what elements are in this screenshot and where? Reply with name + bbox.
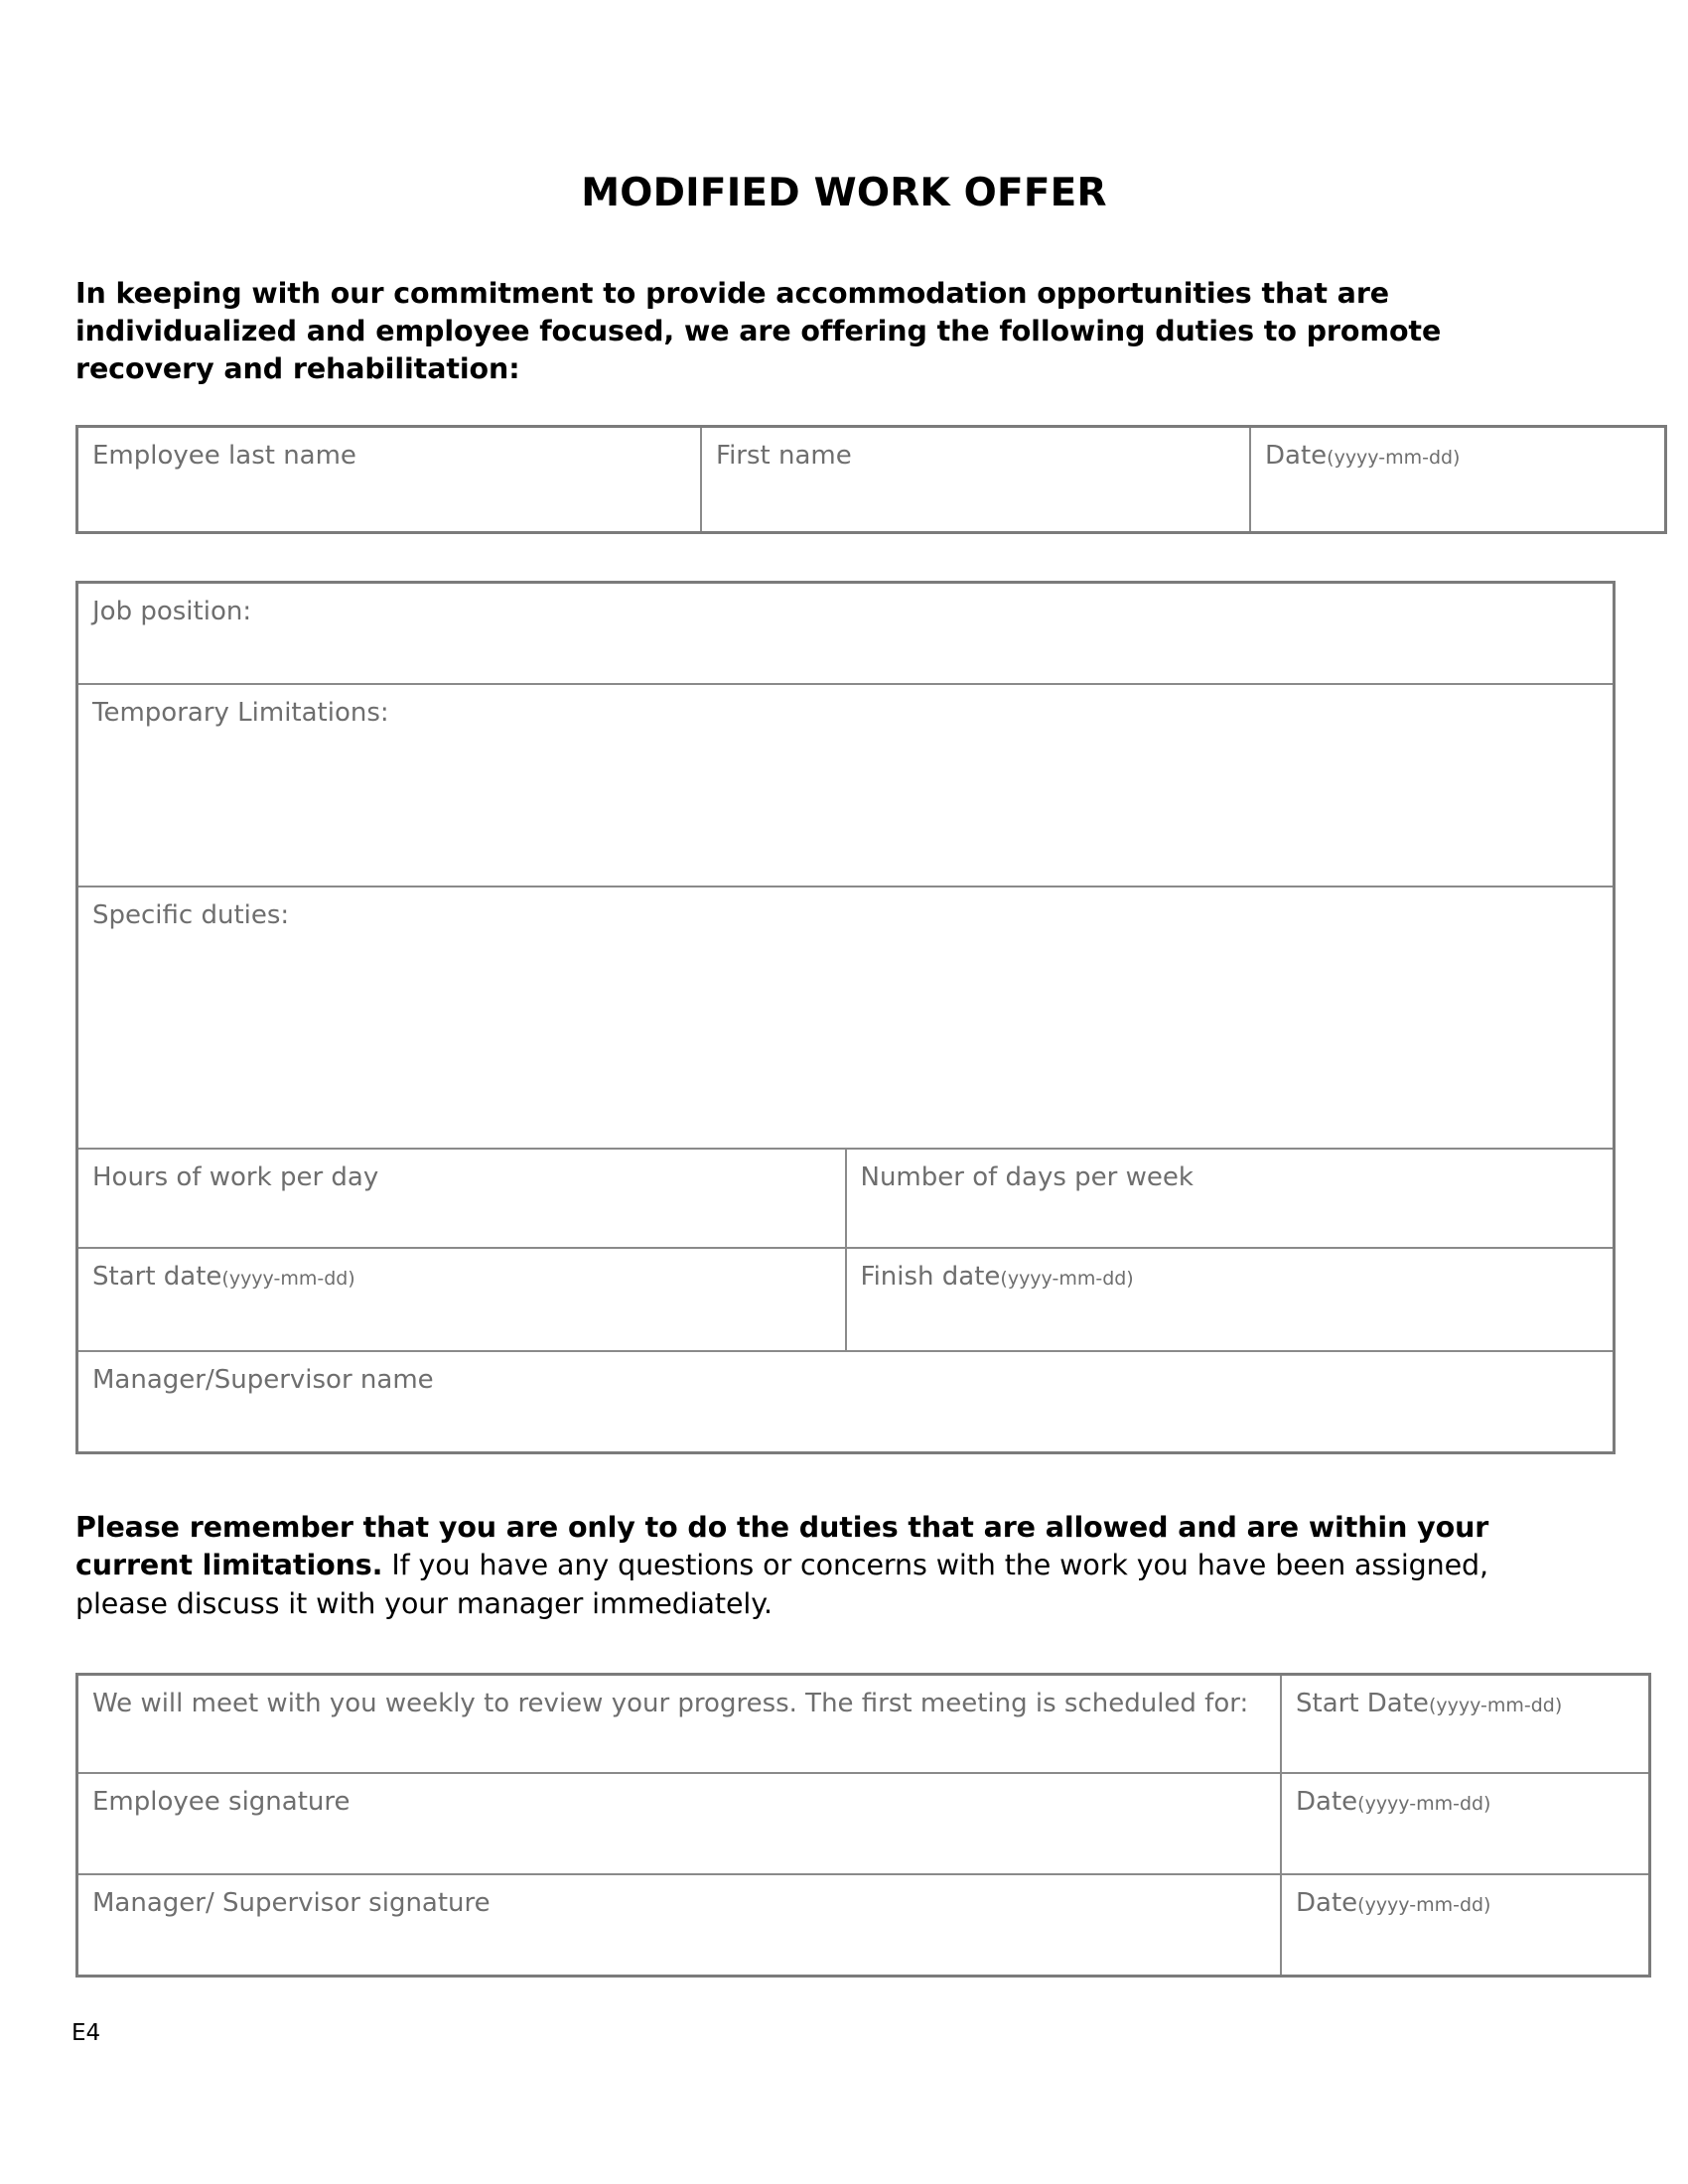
start-date-field[interactable] <box>77 1248 846 1351</box>
manager-signature-date-label: Date <box>1296 1888 1358 1918</box>
work-details-table <box>75 581 1616 1454</box>
employee-signature-field[interactable] <box>77 1773 1282 1874</box>
employee-signature-date-label: Date <box>1296 1787 1358 1817</box>
job-position-label: Job position: <box>92 597 252 626</box>
notice-paragraph <box>75 1509 1585 1623</box>
meeting-start-date-label: Start Date <box>1296 1689 1429 1718</box>
table-row <box>77 427 1666 533</box>
notice-bold-text: Please remember that you are only to do the duties that are allowed and are within your current limitations. <box>75 1511 1489 1582</box>
first-meeting-field[interactable] <box>77 1675 1282 1774</box>
days-per-week-label: Number of days per week <box>860 1162 1194 1192</box>
table-row <box>77 1773 1650 1874</box>
table-row <box>77 1351 1615 1453</box>
first-meeting-label: We will meet with you weekly to review your progress. The first meeting is scheduled for: <box>92 1689 1249 1718</box>
temporary-limitations-label: Temporary Limitations: <box>92 698 389 728</box>
intro-paragraph: In keeping with our commitment to provide accommodation opportunities that are individualized and employee focused, we are offering the following duties to promote recovery and rehabilitation: <box>75 277 1442 385</box>
notice-regular-text: If you have any questions or concerns with the work you have been assigned, please discuss it with your manager immediately. <box>75 1549 1489 1620</box>
manager-signature-date-hint: (yyyy-mm-dd) <box>1357 1894 1491 1916</box>
first-name-label: First name <box>716 441 852 471</box>
table-row <box>77 1149 1615 1248</box>
employee-last-name-field[interactable] <box>77 427 702 533</box>
footer-form-code: E4 <box>71 2020 101 2046</box>
employee-signature-date-field[interactable] <box>1281 1773 1650 1874</box>
hours-per-day-field[interactable] <box>77 1149 846 1248</box>
days-per-week-field[interactable] <box>846 1149 1615 1248</box>
start-date-hint: (yyyy-mm-dd) <box>221 1268 355 1290</box>
job-position-field[interactable] <box>77 583 1615 685</box>
hours-per-day-label: Hours of work per day <box>92 1162 379 1192</box>
manager-signature-date-field[interactable] <box>1281 1874 1650 1977</box>
offer-date-label: Date <box>1265 441 1328 471</box>
table-row <box>77 1874 1650 1977</box>
specific-duties-label: Specific duties: <box>92 900 290 930</box>
finish-date-label: Finish date <box>860 1262 1001 1292</box>
employee-last-name-label: Employee last name <box>92 441 356 471</box>
manager-signature-label: Manager/ Supervisor signature <box>92 1888 491 1918</box>
signature-table <box>75 1673 1651 1978</box>
page-title: MODIFIED WORK OFFER <box>581 171 1107 215</box>
first-name-field[interactable] <box>701 427 1250 533</box>
meeting-start-date-field[interactable] <box>1281 1675 1650 1774</box>
finish-date-field[interactable] <box>846 1248 1615 1351</box>
table-row <box>77 1675 1650 1774</box>
offer-date-hint: (yyyy-mm-dd) <box>1327 447 1461 469</box>
table-row <box>77 887 1615 1149</box>
start-date-label: Start date <box>92 1262 222 1292</box>
finish-date-hint: (yyyy-mm-dd) <box>1000 1268 1134 1290</box>
employee-signature-date-hint: (yyyy-mm-dd) <box>1357 1793 1491 1815</box>
table-row <box>77 1248 1615 1351</box>
employee-identity-table <box>75 425 1667 534</box>
offer-date-field[interactable] <box>1250 427 1666 533</box>
table-row <box>77 684 1615 887</box>
employee-signature-label: Employee signature <box>92 1787 351 1817</box>
temporary-limitations-field[interactable] <box>77 684 1615 887</box>
manager-signature-field[interactable] <box>77 1874 1282 1977</box>
meeting-start-date-hint: (yyyy-mm-dd) <box>1428 1695 1563 1716</box>
table-row <box>77 583 1615 685</box>
specific-duties-field[interactable] <box>77 887 1615 1149</box>
manager-name-field[interactable] <box>77 1351 1615 1453</box>
manager-name-label: Manager/Supervisor name <box>92 1365 434 1395</box>
